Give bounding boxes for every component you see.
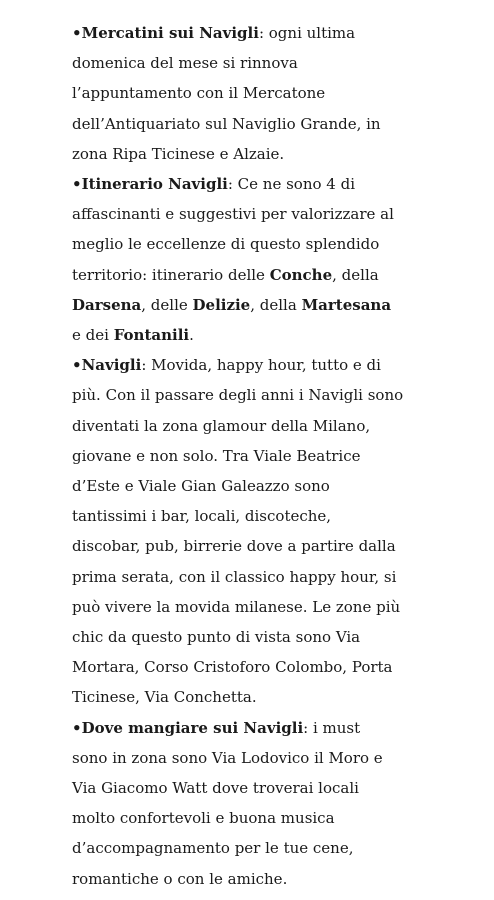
section-mercatini [72,18,482,169]
text-run: Via Giacomo Watt dove troverai locali [72,779,359,798]
text-run: tantissimi i bar, locali, discoteche, [72,507,332,526]
text-line [72,350,482,380]
text-run: e dei [72,326,114,345]
text-line [72,199,482,229]
text-run: : Ce ne sono 4 di [227,175,356,194]
text-run: : Movida, happy hour, tutto e di [141,356,381,375]
text-run: può vivere la movida milanese. Le zone più [72,597,401,616]
text-run: dell’Antiquariato sul Naviglio Grande, in [72,114,381,133]
text-run: domenica del mese si rinnova [72,54,298,73]
text-run: : i must [303,718,361,737]
section-list [72,18,482,894]
bold-text: Delizie [192,295,251,314]
text-line [72,471,482,501]
bold-text: •Navigli [72,356,142,375]
text-line [72,833,482,863]
text-line [72,260,482,290]
text-line [72,380,482,410]
bold-text: Conche [269,265,333,284]
section-navigli [72,350,482,712]
text-line [72,290,482,320]
text-line [72,78,482,108]
text-run: giovane e non solo. Tra Viale Beatrice [72,446,361,465]
bold-text: Martesana [301,295,392,314]
text-line [72,803,482,833]
text-line [72,320,482,350]
text-run: più. Con il passare degli anni i Navigli sono [72,386,404,405]
text-line [72,229,482,259]
text-run: territorio: itinerario delle [72,265,270,284]
text-line [72,531,482,561]
text-run: Ticinese, Via Conchetta. [72,688,257,707]
section-dove-mangiare [72,713,482,894]
text-run: Mortara, Corso Cristoforo Colombo, Porta [72,658,393,677]
text-run: : ogni ultima [258,24,356,42]
text-run: meglio le eccellenze di questo splendido [72,235,380,254]
bold-text: Fontanili [113,326,190,345]
text-line [72,411,482,441]
text-line [72,682,482,712]
text-line [72,743,482,773]
text-run: molto confortevoli e buona musica [72,809,335,828]
text-line [72,139,482,169]
text-line [72,501,482,531]
text-run: diventati la zona glamour della Milano, [72,416,371,435]
text-line [72,652,482,682]
text-line [72,109,482,139]
section-itinerario [72,169,482,350]
text-run: romantiche o con le amiche. [72,869,288,888]
text-run: affascinanti e suggestivi per valorizzare al [72,205,394,224]
text-run: prima serata, con il classico happy hour, si [72,567,397,586]
text-run: zona Ripa Ticinese e Alzaie. [72,144,285,163]
article-body [72,18,482,894]
text-line [72,562,482,592]
text-line [72,713,482,743]
text-run: d’accompagnamento per le tue cene, [72,839,354,858]
text-run: discobar, pub, birrerie dove a partire dalla [72,537,396,556]
text-run: d’Este e Viale Gian Galeazzo sono [72,477,330,496]
bold-text: Darsena [72,295,142,314]
text-line [72,622,482,652]
text-line [72,864,482,894]
text-run: , della [332,265,379,284]
text-line [72,18,482,48]
bold-text: •Itinerario Navigli [72,175,228,194]
bold-text: •Dove mangiare sui Navigli [72,718,304,737]
text-line [72,441,482,471]
text-run: sono in zona sono Via Lodovico il Moro e [72,748,383,767]
text-line [72,592,482,622]
text-run: chic da questo punto di vista sono Via [72,628,361,647]
bold-text: •Mercatini sui Navigli [72,24,259,42]
text-run: , delle [141,295,193,314]
text-run: . [189,326,194,345]
text-line [72,169,482,199]
text-run: l’appuntamento con il Mercatone [72,84,326,103]
text-line [72,48,482,78]
text-run: , della [250,295,302,314]
text-line [72,773,482,803]
